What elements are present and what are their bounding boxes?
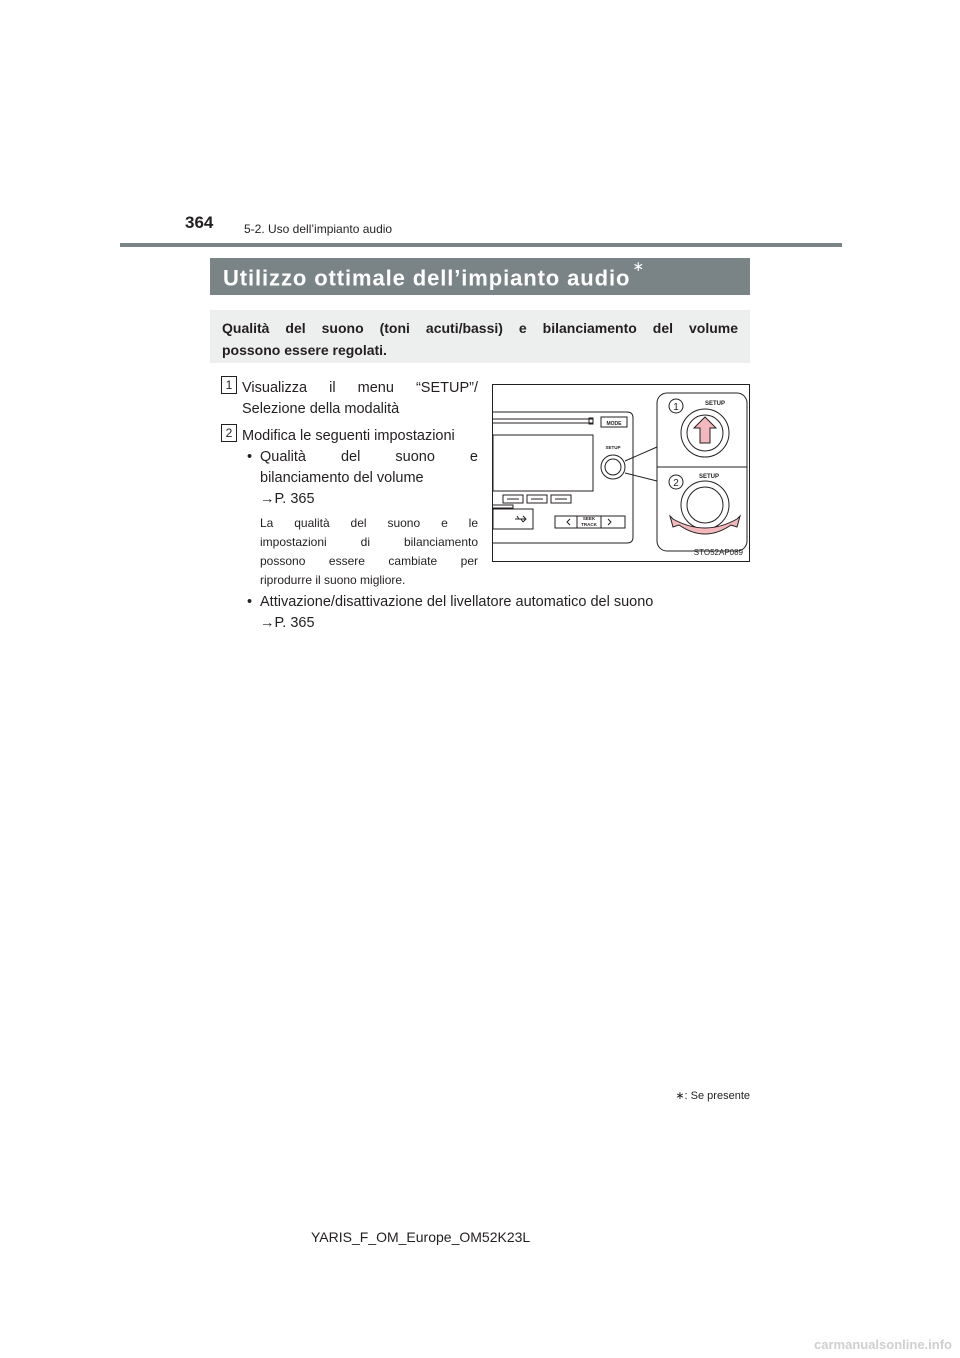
section-title-bar — [210, 258, 750, 295]
step-2-line-1: Modifica le seguenti impostazioni — [242, 428, 455, 444]
mode-label: MODE — [606, 421, 622, 427]
document-code: YARIS_F_OM_Europe_OM52K23L — [311, 1229, 531, 1245]
header-divider — [120, 243, 842, 247]
watermark: carmanualsonline.info — [814, 1337, 952, 1352]
bullet-2-page-ref[interactable]: →P. 365 — [260, 615, 315, 631]
page-number: 364 — [185, 213, 214, 232]
audio-unit-illustration — [492, 384, 750, 562]
seek-label: SEEK — [582, 516, 596, 521]
section-title-text: Utilizzo ottimale dell’impianto audio — [223, 265, 631, 291]
note-line-3: possono essere cambiate per — [260, 554, 478, 568]
summary-line-2: possono essere regolati. — [222, 342, 387, 358]
step-2-badge: 2 — [221, 424, 237, 442]
footnote: ∗: Se presente — [675, 1090, 750, 1102]
callout-1: 1 — [673, 402, 679, 413]
callout-2: 2 — [673, 478, 679, 489]
step-1-line-1: Visualizza il menu “SETUP”/ — [242, 380, 478, 396]
summary-line-1: Qualità del suono (toni acuti/bassi) e bilanciamento del volume — [222, 320, 738, 336]
note-line-2: impostazioni di bilanciamento — [260, 535, 478, 549]
step-1-badge: 1 — [221, 376, 237, 394]
section-title — [223, 258, 645, 291]
bullet-2-line-1: Attivazione/disattivazione del livellatore automatico del suono — [260, 594, 654, 610]
audio-unit-drawing — [493, 385, 749, 561]
setup-label-press: SETUP — [705, 401, 726, 407]
bullet-1-line-1: Qualità del suono e — [260, 449, 478, 465]
note-line-4: riprodurre il suono migliore. — [260, 573, 406, 587]
head-unit — [493, 412, 633, 543]
figure-code: STO52AP089 — [693, 548, 743, 557]
optional-marker: ∗ — [632, 258, 645, 274]
setup-label-unit: SETUP — [605, 445, 621, 450]
bullet-1-marker: • — [247, 449, 253, 465]
bullet-1-page-ref[interactable]: →P. 365 — [260, 491, 315, 507]
step-1-line-2: Selezione della modalità — [242, 401, 400, 417]
track-label: TRACK — [581, 522, 597, 527]
summary-box — [210, 310, 750, 363]
note-line-1: La qualità del suono e le — [260, 516, 478, 530]
bullet-1-line-2: bilanciamento del volume — [260, 470, 424, 486]
bullet-2-marker: • — [247, 594, 253, 610]
setup-label-turn: SETUP — [699, 474, 720, 480]
section-reference: 5-2. Uso dell’impianto audio — [244, 222, 393, 236]
